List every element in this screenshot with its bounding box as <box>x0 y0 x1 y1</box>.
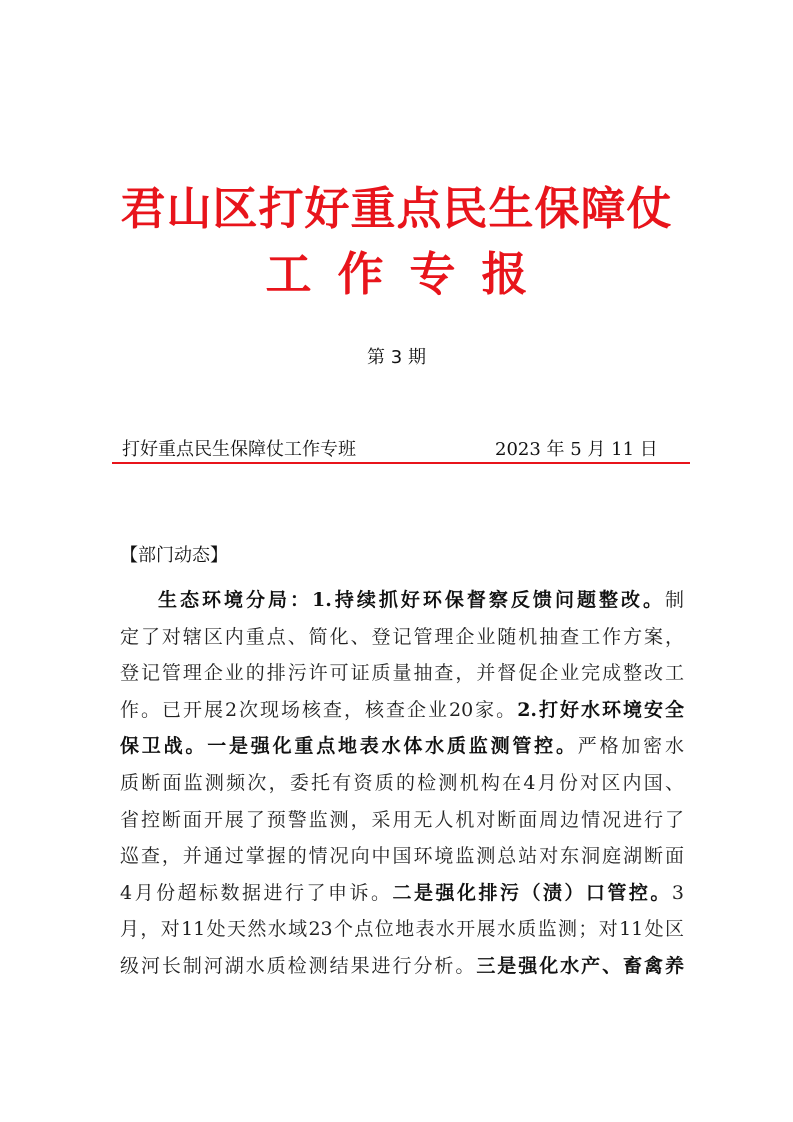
header-divider-rule <box>112 462 690 464</box>
bold-text-segment: 保卫战。一是强化重点地表水体水质监测管控。 <box>120 735 578 758</box>
text-segment: 省控断面开展了预警监测，采用无人机对断面周边情况进行了 <box>120 808 684 831</box>
issuing-department: 打好重点民生保障仗工作专班 <box>122 439 356 460</box>
body-line <box>120 765 684 801</box>
report-title-line2: 工作专报 <box>265 247 554 301</box>
body-line <box>120 911 684 947</box>
issue-date: 2023 年 5 月 11 日 <box>495 439 658 460</box>
text-segment: 级河长制河湖水质检测结果进行分析。 <box>120 955 477 977</box>
body-line <box>120 692 684 728</box>
body-line <box>120 802 684 838</box>
body-line <box>120 948 684 984</box>
text-segment: 登记管理企业的排污许可证质量抽查，并督促企业完成整改工 <box>120 662 684 685</box>
body-line <box>120 655 684 691</box>
report-title-line1: 君山区打好重点民生保障仗 <box>120 182 673 235</box>
bold-text-segment: 生态环境分局： <box>158 589 313 611</box>
bold-text-segment: 1.持续抓好环保督察反馈问题整改。 <box>312 589 665 611</box>
text-segment: 3 <box>671 881 684 904</box>
bold-text-segment: 三是强化水产、畜禽养 <box>476 955 684 977</box>
text-segment: 严格加密水 <box>577 735 684 758</box>
text-segment: 质断面监测频次，委托有资质的检测机构在4月份对区内国、 <box>120 772 684 794</box>
text-segment: 定了对辖区内重点、简化、登记管理企业随机抽查工作方案， <box>120 625 684 648</box>
body-line <box>158 582 684 618</box>
bold-text-segment: 2.打好水环境安全 <box>517 698 684 721</box>
text-segment: 巡查，并通过掌握的情况向中国环境监测总站对东洞庭湖断面 <box>120 845 684 868</box>
bold-text-segment: 二是强化排污（渍）口管控。 <box>392 881 672 904</box>
section-heading: 【部门动态】 <box>120 545 228 566</box>
body-line <box>120 619 684 655</box>
text-segment: 4月份超标数据进行了申诉。 <box>120 881 393 904</box>
body-line <box>120 875 684 911</box>
body-line <box>120 838 684 874</box>
text-segment: 作。已开展2次现场核查，核查企业20家。 <box>120 698 518 721</box>
body-line <box>120 728 684 764</box>
text-segment: 制 <box>664 589 684 611</box>
text-segment: 月，对11处天然水域23个点位地表水开展水质监测；对11处区 <box>120 918 684 941</box>
issue-number: 第 3 期 <box>367 347 426 368</box>
